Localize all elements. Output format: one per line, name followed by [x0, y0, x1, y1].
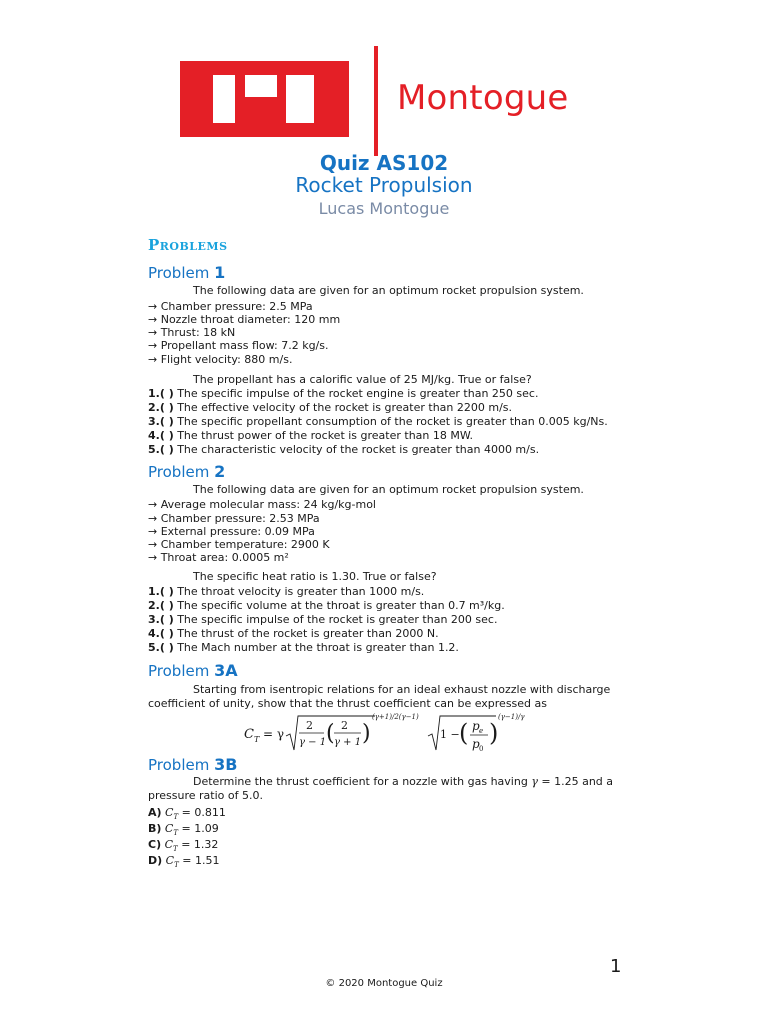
problem-3a-heading: Problem 3A	[148, 661, 238, 680]
formula-pe-sub: e	[479, 727, 484, 735]
problem-2-given: → External pressure: 0.09 MPa	[148, 525, 315, 538]
problem-2-heading: Problem 2	[148, 462, 226, 481]
problem-2-statement[interactable]: 3.( ) The specific impulse of the rocket is greater than 200 sec.	[148, 613, 498, 626]
problem-2-statement[interactable]: 4.( ) The thrust of the rocket is greater than 2000 N.	[148, 627, 439, 640]
logo-divider	[374, 46, 378, 156]
quiz-author: Lucas Montogue	[318, 199, 450, 218]
svg-text:): )	[489, 719, 499, 747]
problem-1-statement[interactable]: 4.( ) The thrust power of the rocket is greater than 18 MW.	[148, 429, 473, 442]
formula-one-minus: 1 −	[440, 728, 460, 741]
problem-1-given: → Thrust: 18 kN	[148, 326, 236, 339]
problem-2-prompt: The specific heat ratio is 1.30. True or false?	[193, 570, 437, 583]
formula-p0: p	[472, 737, 480, 751]
problem-1-prompt: The propellant has a calorific value of 25 MJ/kg. True or false?	[193, 373, 532, 386]
quiz-code: Quiz AS102	[319, 151, 449, 175]
page-number: 1	[610, 956, 622, 977]
formula-pe: p	[472, 719, 480, 733]
problem-1-given: → Propellant mass flow: 7.2 kg/s.	[148, 339, 329, 352]
formula-eq: = γ	[263, 727, 285, 741]
problem-2-statement[interactable]: 1.( ) The throat velocity is greater than 1000 m/s.	[148, 585, 425, 598]
montogue-logo-mark	[180, 61, 349, 137]
formula-den-b: γ + 1	[334, 737, 362, 748]
problem-1-given: → Nozzle throat diameter: 120 mm	[148, 313, 341, 326]
formula-lhs-sub: T	[254, 735, 260, 744]
problem-3a-text: Starting from isentropic relations for an ideal exhaust nozzle with discharge	[193, 683, 611, 696]
problem-1-given: → Flight velocity: 880 m/s.	[148, 353, 293, 366]
formula-two-a: 2	[306, 719, 313, 732]
problem-1-intro: The following data are given for an optimum rocket propulsion system.	[193, 284, 584, 297]
brand-name: Montogue	[397, 78, 569, 118]
svg-text:(: (	[459, 719, 469, 747]
problem-3b-option[interactable]: C) $C_T = 1.32$	[148, 838, 219, 854]
formula-exp2: (γ−1)/γ	[498, 713, 525, 721]
svg-text:): )	[362, 721, 371, 746]
formula-den-a: γ − 1	[299, 737, 327, 748]
problem-3b-option[interactable]: D) $C_T = 1.51$	[148, 854, 220, 870]
footer-copyright: © 2020 Montogue Quiz	[325, 978, 443, 989]
problem-2-given: → Average molecular mass: 24 kg/kg-mol	[148, 498, 376, 511]
problem-1-statement[interactable]: 2.( ) The effective velocity of the rocket is greater than 2200 m/s.	[148, 401, 513, 414]
section-heading: Problems	[148, 236, 228, 254]
thrust-coefficient-formula	[200, 710, 570, 754]
problem-1-statement[interactable]: 5.( ) The characteristic velocity of the rocket is greater than 4000 m/s.	[148, 443, 540, 456]
svg-text:(: (	[326, 721, 335, 746]
problem-1-statement[interactable]: 1.( ) The specific impulse of the rocket engine is greater than 250 sec.	[148, 387, 539, 400]
problem-2-given: → Chamber pressure: 2.53 MPa	[148, 512, 320, 525]
formula-lhs: C	[244, 727, 254, 742]
problem-3b-heading: Problem 3B	[148, 755, 238, 774]
formula-two-b: 2	[341, 719, 348, 732]
problem-3b-text: pressure ratio of 5.0.	[148, 789, 263, 802]
formula-exp1: (γ+1)/2(γ−1)	[372, 713, 419, 721]
problem-1-given: → Chamber pressure: 2.5 MPa	[148, 300, 313, 313]
problem-2-statement[interactable]: 2.( ) The specific volume at the throat is greater than 0.7 m³/kg.	[148, 599, 505, 612]
problem-3b-option[interactable]: B) $C_T = 1.09$	[148, 822, 219, 838]
problem-2-intro: The following data are given for an optimum rocket propulsion system.	[193, 483, 584, 496]
problem-1-heading: Problem 1	[148, 263, 226, 282]
formula-p0-sub: 0	[479, 745, 484, 753]
problem-3b-option[interactable]: A) $C_T = 0.811$	[148, 806, 226, 822]
problem-2-given: → Chamber temperature: 2900 K	[148, 538, 330, 551]
quiz-title: Rocket Propulsion	[295, 173, 473, 197]
problem-1-statement[interactable]: 3.( ) The specific propellant consumption of the rocket is greater than 0.005 kg/Ns.	[148, 415, 608, 428]
problem-2-statement[interactable]: 5.( ) The Mach number at the throat is greater than 1.2.	[148, 641, 459, 654]
problem-2-given: → Throat area: 0.0005 m²	[148, 551, 289, 564]
problem-3b-text: Determine the thrust coefficient for a nozzle with gas having γ = 1.25 and a	[193, 775, 614, 788]
problem-3a-text: coefficient of unity, show that the thrust coefficient can be expressed as	[148, 697, 548, 710]
